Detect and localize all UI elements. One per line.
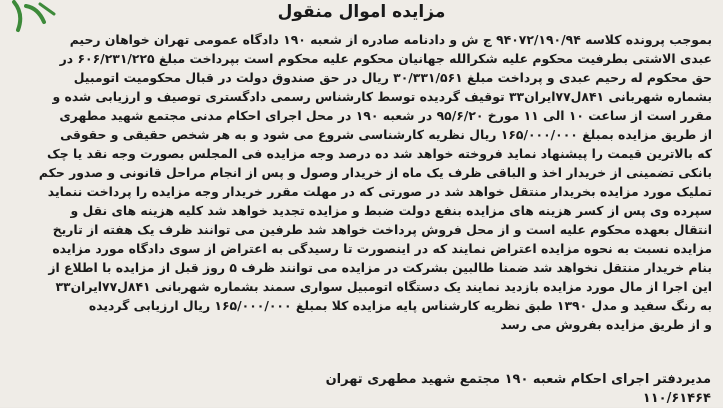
body-line: بنام خریدار منتقل نخواهد شد ضمنا طالبین بشرکت در مزایده می توانند ظرف ۵ روز قبل از مزایده با اطلاع از	[48, 260, 712, 275]
body-line: بشماره شهربانی ۸۴۱ل۷۷ایران۳۳ توقیف گردیده توسط کارشناس رسمی دادگستری توصیف و ارزیابی شده و	[52, 89, 712, 104]
signature-line: مدیردفتر اجرای احکام شعبه ۱۹۰ مجتمع شهید مطهری تهران	[325, 372, 711, 387]
body-line: بانکی تضمینی از خریدار اخذ و الباقی ظرف یک ماه از خریدار وصول و پس از انجام مراحل قانونی و صدور حکم	[38, 165, 712, 180]
body-line: از طریق مزایده بمبلغ ۱۶۵/۰۰۰/۰۰۰ ریال نظریه کارشناسی شروع می شود و به هر شخص حقیقی و حقوقی	[60, 127, 712, 142]
body-line: مزایده نسبت به نحوه مزایده اعتراض نمایند که در اینصورت تا رسیدگی به اعتراض از سوی دادگاه مورد مزایده	[52, 241, 712, 256]
body-line: و از طریق مزایده بفروش می رسد	[500, 317, 712, 332]
notice-title: مزایده اموال منقول	[277, 2, 446, 22]
body-line: سپرده وی پس از کسر هزینه های مزایده بنفع دولت ضبط و مزایده تجدید خواهد شد کلیه هزینه های نقل و	[70, 203, 712, 218]
body-line: انتقال بعهده محکوم علیه است و از محل فروش پرداخت خواهد شد طرفین می توانند ظرف یک هفته از تاریخ	[52, 222, 712, 237]
body-line: حق محکوم له رحیم عبدی و پرداخت مبلغ ۳۰/۳۳۱/۵۶۱ ریال در حق صندوق دولت در قبال محکومیت اتومبیل	[73, 70, 712, 85]
body-line: تملیک مورد مزایده بخریدار منتقل خواهد شد در صورتی که در مهلت مقرر خریدار وجه مزایده را پرداخت ننماید	[47, 184, 712, 199]
body-line: این اجرا از مال مورد مزایده بازدید نمایند یک دستگاه اتومبیل سواری سمند بشماره شهربانی ۸۴۱ل۷۷ایران۳۳	[55, 279, 712, 294]
body-line: مقرر است از ساعت ۱۰ الی ۱۱ مورخ ۹۵/۶/۲۰ در شعبه ۱۹۰ در محل اجرای احکام مدنی مجتمع شهید مطهری	[59, 108, 712, 123]
body-line: بموجب پرونده کلاسه ۹۴۰۷۲/۱۹۰/۹۴ ج ش و دادنامه صادره از شعبه ۱۹۰ دادگاه عمومی تهران خواهان رحیم	[69, 32, 712, 47]
notice-footer	[11, 370, 711, 408]
notice-body	[10, 30, 712, 334]
body-line: که بالاترین قیمت را پیشنهاد نماید فروخته خواهد شد ده درصد وجه مزایده فی المجلس بصورت وجه نقد یا چک	[47, 146, 712, 161]
body-line: عبدی الاشتی بطرفیت محکوم علیه شکرالله جهانیان محکوم علیه محکوم است بپرداخت مبلغ ۶۰۶/۲۳۱/۲۲۵ در	[59, 51, 712, 66]
notice-code: ۱۱۰/۶۱۴۶۴	[642, 391, 711, 406]
body-line: به رنگ سفید و مدل ۱۳۹۰ طبق نظریه کارشناس پایه مزایده کلا بمبلغ ۱۶۵/۰۰۰/۰۰۰ ریال ارزیابی گردیده	[88, 298, 712, 313]
